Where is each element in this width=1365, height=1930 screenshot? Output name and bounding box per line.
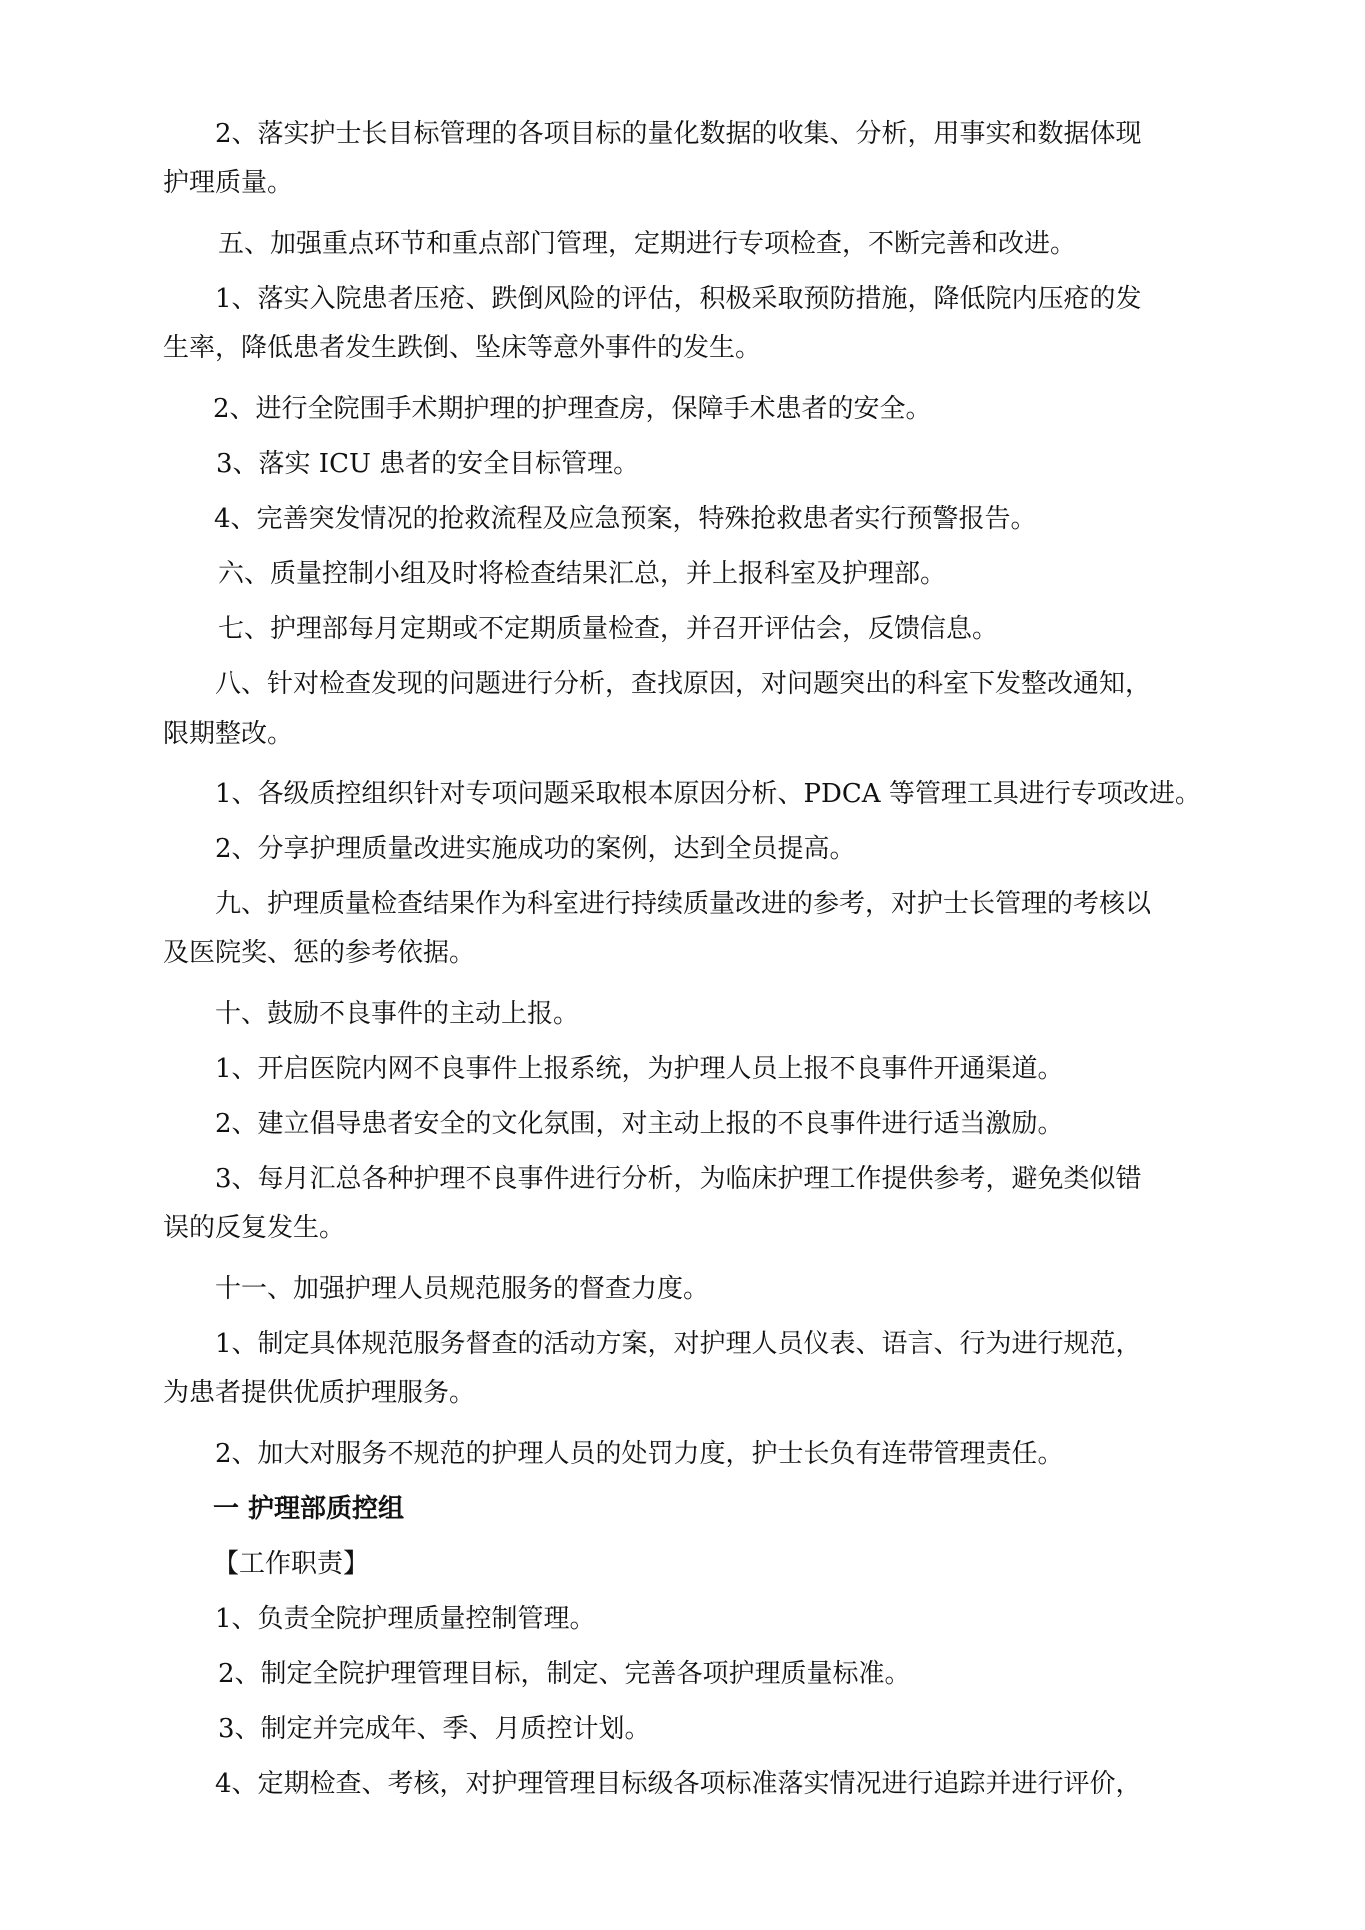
section-heading: 十、鼓励不良事件的主动上报。 — [215, 999, 580, 1029]
paragraph-line: 2、加大对服务不规范的护理人员的处罚力度，护士长负有连带管理责任。 — [215, 1439, 1064, 1469]
paragraph-line: 及医院奖、惩的参考依据。 — [163, 938, 476, 968]
section-heading: 六、质量控制小组及时将检查结果汇总，并上报科室及护理部。 — [218, 559, 947, 589]
paragraph-line: 护理质量。 — [163, 168, 294, 198]
paragraph-line: 4、定期检查、考核，对护理管理目标级各项标准落实情况进行追踪并进行评价， — [215, 1769, 1142, 1799]
section-heading: 五、加强重点环节和重点部门管理，定期进行专项检查，不断完善和改进。 — [218, 229, 1077, 259]
paragraph-line: 2、建立倡导患者安全的文化氛围，对主动上报的不良事件进行适当激励。 — [215, 1109, 1064, 1139]
paragraph-line: 为患者提供优质护理服务。 — [163, 1378, 476, 1408]
paragraph-line: 4、完善突发情况的抢救流程及应急预案，特殊抢救患者实行预警报告。 — [214, 504, 1037, 534]
paragraph-line: 生率，降低患者发生跌倒、坠床等意外事件的发生。 — [163, 333, 762, 363]
section-heading: 九、护理质量检查结果作为科室进行持续质量改进的参考，对护士长管理的考核以 — [215, 889, 1152, 919]
paragraph-line: 1、开启医院内网不良事件上报系统，为护理人员上报不良事件开通渠道。 — [215, 1054, 1064, 1084]
subsection-heading: 一 护理部质控组 — [213, 1494, 405, 1524]
paragraph-line: 2、进行全院围手术期护理的护理查房，保障手术患者的安全。 — [213, 394, 932, 424]
block-label: 【工作职责】 — [213, 1549, 370, 1579]
paragraph-line: 1、落实入院患者压疮、跌倒风险的评估，积极采取预防措施，降低院内压疮的发 — [215, 284, 1142, 314]
paragraph-line: 限期整改。 — [163, 719, 294, 749]
paragraph-line: 3、落实 ICU 患者的安全目标管理。 — [216, 449, 640, 479]
section-heading: 十一、加强护理人员规范服务的督查力度。 — [215, 1274, 710, 1304]
paragraph-line: 1、各级质控组织针对专项问题采取根本原因分析、PDCA 等管理工具进行专项改进。 — [215, 779, 1201, 809]
section-heading: 八、针对检查发现的问题进行分析，查找原因，对问题突出的科室下发整改通知， — [215, 669, 1152, 699]
section-heading: 七、护理部每月定期或不定期质量检查，并召开评估会，反馈信息。 — [218, 614, 999, 644]
paragraph-line: 1、负责全院护理质量控制管理。 — [215, 1604, 596, 1634]
paragraph-line: 2、分享护理质量改进实施成功的案例，达到全员提高。 — [215, 834, 856, 864]
paragraph-line: 2、落实护士长目标管理的各项目标的量化数据的收集、分析，用事实和数据体现 — [215, 119, 1142, 149]
paragraph-line: 误的反复发生。 — [163, 1213, 346, 1243]
paragraph-line: 3、每月汇总各种护理不良事件进行分析，为临床护理工作提供参考，避免类似错 — [215, 1164, 1142, 1194]
paragraph-line: 3、制定并完成年、季、月质控计划。 — [218, 1714, 651, 1744]
paragraph-line: 1、制定具体规范服务督查的活动方案，对护理人员仪表、语言、行为进行规范， — [215, 1329, 1142, 1359]
paragraph-line: 2、制定全院护理管理目标，制定、完善各项护理质量标准。 — [218, 1659, 911, 1689]
